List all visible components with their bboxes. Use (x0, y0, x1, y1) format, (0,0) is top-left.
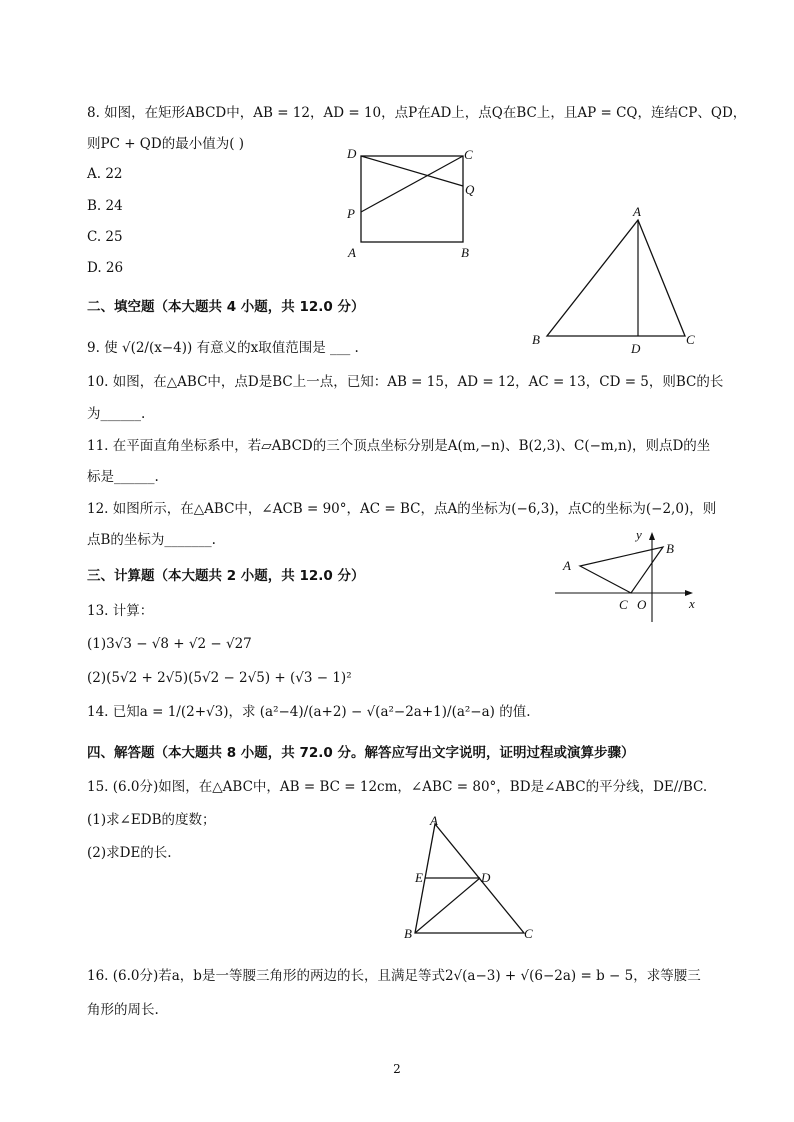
q13-part1: (1)3√3 − √8 + √2 − √27 (87, 636, 252, 652)
q15-text-line1: 15. (6.0分)如图，在△ABC中，AB = BC = 12cm，∠ABC = 80°，BD是∠ABC的平分线，DE//BC. (87, 779, 708, 795)
tri10-label-c: C (686, 332, 695, 347)
section-2-heading: 二、填空题（本大题共 4 小题，共 12.0 分） (87, 299, 365, 315)
coord-label-x: x (689, 596, 695, 611)
q10-text-line2: 为______. (87, 406, 146, 422)
rect-label-c: C (464, 147, 473, 162)
rectangle-figure (340, 140, 490, 270)
section-4-heading: 四、解答题（本大题共 8 小题，共 72.0 分。解答应写出文字说明，证明过程或演算步骤） (87, 745, 635, 761)
q16-text-line1: 16. (6.0分)若a，b是一等腰三角形的两边的长，且满足等式2√(a−3) + √(6−2a) = b − 5，求等腰三 (87, 968, 701, 984)
tri15-label-d: D (481, 870, 491, 885)
tri10-label-b: B (532, 332, 540, 347)
q16-text-line2: 角形的周长. (87, 1002, 159, 1018)
coordinate-figure (552, 525, 702, 625)
tri10-label-a: A (633, 204, 641, 219)
section-3-heading: 三、计算题（本大题共 2 小题，共 12.0 分） (87, 568, 365, 584)
tri15-label-c: C (524, 926, 533, 941)
tri10-label-d: D (631, 341, 641, 356)
rect-label-b: B (461, 245, 469, 260)
q11-text-line1: 11. 在平面直角坐标系中，若▱ABCD的三个顶点坐标分别是A(m,−n)、B(2,3)、C(−m,n)，则点D的坐 (87, 438, 711, 454)
q9-text: 9. 使 √(2/(x−4)) 有意义的x取值范围是 ___ . (87, 340, 359, 356)
tri15-label-a: A (430, 813, 438, 828)
q8-text-line1: 8. 如图，在矩形ABCD中，AB = 12，AD = 10，点P在AD上，点Q在BC上，且AP = CQ，连结CP、QD， (87, 105, 747, 121)
q15-part1: (1)求∠EDB的度数； (87, 812, 216, 828)
q8-option-b: B. 24 (87, 198, 123, 214)
coord-label-b: B (666, 541, 674, 556)
rect-label-q: Q (465, 182, 475, 197)
q8-option-a: A. 22 (87, 166, 123, 182)
triangle-altitude-figure (528, 203, 708, 358)
q13-title: 13. 计算： (87, 603, 154, 619)
coord-label-y: y (636, 527, 642, 542)
q13-part2: (2)(5√2 + 2√5)(5√2 − 2√5) + (√3 − 1)² (87, 670, 352, 686)
coord-label-c: C (619, 597, 628, 612)
q8-option-c: C. 25 (87, 229, 123, 245)
coord-label-o: O (637, 597, 647, 612)
q10-text-line1: 10. 如图，在△ABC中，点D是BC上一点，已知：AB = 15，AD = 12，AC = 13，CD = 5，则BC的长 (87, 374, 724, 390)
triangle-bisector-figure (400, 812, 545, 944)
q11-text-line2: 标是______. (87, 469, 159, 485)
rect-label-a: A (348, 245, 356, 260)
coord-label-a: A (563, 558, 571, 573)
q15-part2: (2)求DE的长. (87, 845, 172, 861)
q8-text-line2: 则PC + QD的最小值为( ) (87, 136, 245, 152)
rect-label-p: P (347, 206, 355, 221)
q12-text-line1: 12. 如图所示，在△ABC中，∠ACB = 90°，AC = BC，点A的坐标为(−6,3)，点C的坐标为(−2,0)，则 (87, 501, 717, 517)
tri15-label-b: B (404, 926, 412, 941)
q12-text-line2: 点B的坐标为_______. (87, 532, 216, 548)
tri15-label-e: E (415, 870, 423, 885)
q8-option-d: D. 26 (87, 260, 124, 276)
q14-text: 14. 已知a = 1/(2+√3)，求 (a²−4)/(a+2) − √(a²−2a+1)/(a²−a) 的值. (87, 704, 531, 720)
rect-label-d: D (347, 146, 357, 161)
page-number: 2 (393, 1062, 401, 1076)
